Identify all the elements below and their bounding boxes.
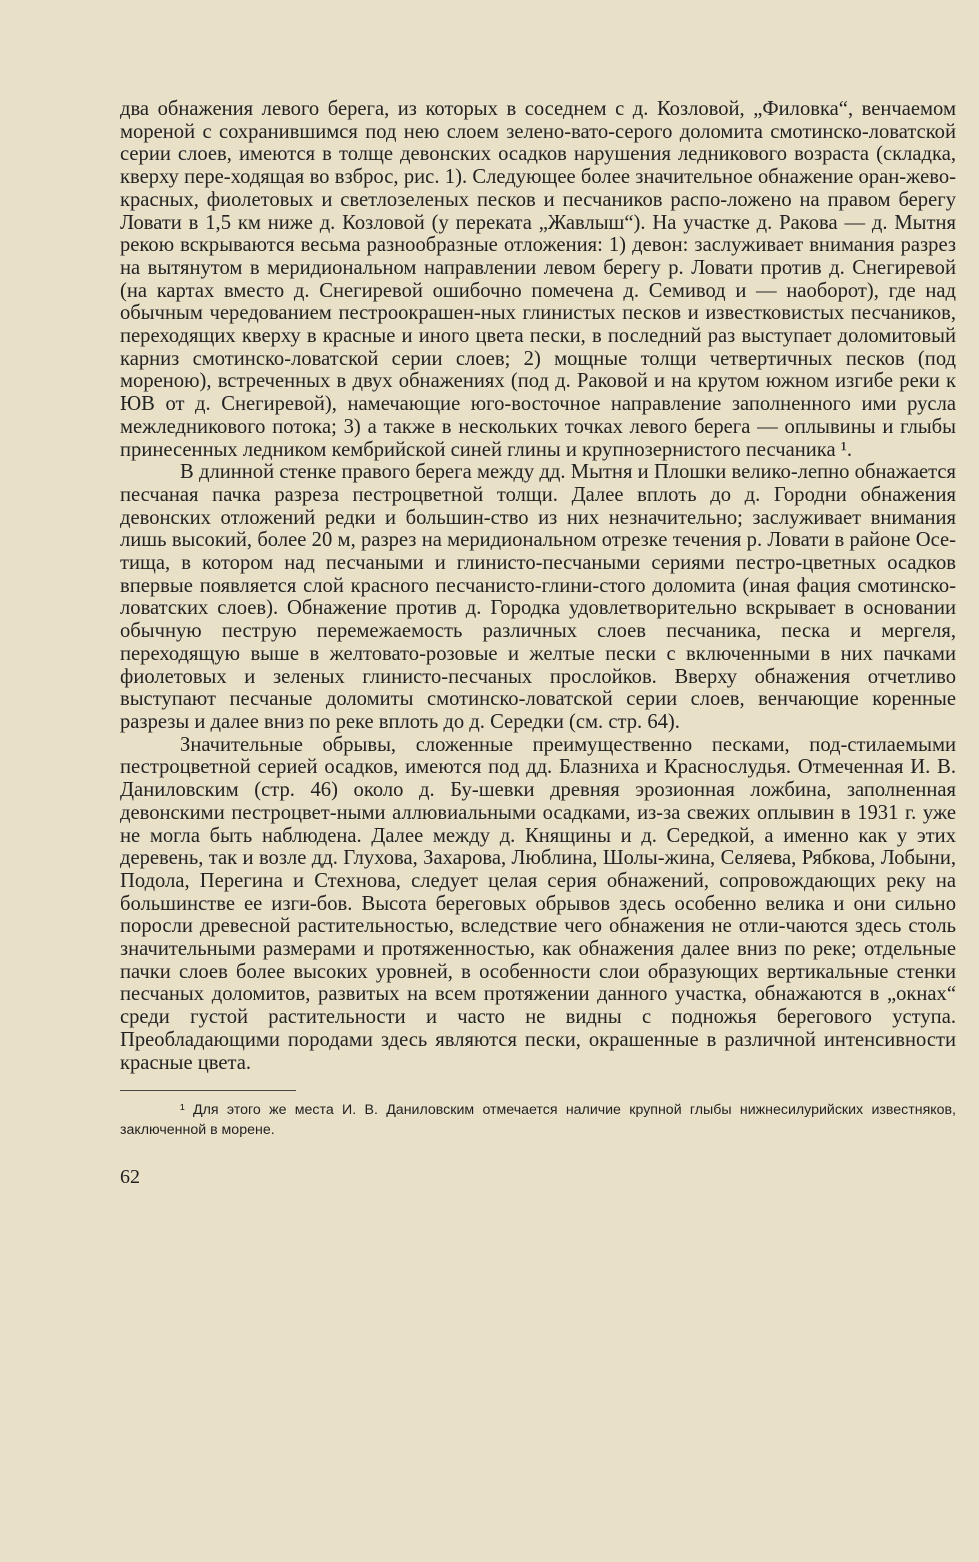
footnote [120, 1100, 956, 1140]
paragraph-1: два обнажения левого берега, из которых в соседнем с д. Козловой, „Филовка“, венчаемом мореной с сохранившимся под нею слоем зелено-вато-серого доломита смотинско-ловатской серии слоев, имеются в толще девонских осадков нарушения ледникового возраста (складка, кверху пере-ходящая во взброс, рис. 1). Следующее более значительное обнажение оран-жево-красных, фиолетовых и светлозеленых песков и песчаников распо-ложено на правом берегу Ловати в 1,5 км ниже д. Козловой (у переката „Жавлыш“). На участке д. Ракова — д. Мытня рекою вскрываются весьма разнообразные отложения: 1) девон: заслуживает внимания разрез на вытянутом в меридиональном направлении левом берегу р. Ловати против д. Снегиревой (на картах вместо д. Снегиревой ошибочно помечена д. Семивод и — наоборот), где над обычным чередованием пестроокрашен-ных глинистых песков и известковистых песчаников, переходящих кверху в красные и иного цвета пески, в последний раз выступает доломитовый карниз смотинско-ловатской серии слоев; 2) мощные толщи четвертичных песков (под мореною), встреченных в двух обнажениях (под д. Раковой и на крутом южном изгибе реки к ЮВ от д. Снегиревой), намечающие юго-восточное направление заполненного ими русла межледникового потока; 3) а также в нескольких точках левого берега — оплывины и глыбы принесенных ледником кембрийской синей глины и крупнозернистого песчаника ¹. [120, 98, 956, 461]
paragraph-3: Значительные обрывы, сложенные преимущественно песками, под-стилаемыми пестроцветной серией осадков, имеются под дд. Блазниха и Краснослудья. Отмеченная И. В. Даниловским (стр. 46) около д. Бу-шевки древняя эрозионная ложбина, заполненная девонскими пестроцвет-ными аллювиальными осадками, из-за свежих оплывин в 1931 г. уже не могла быть наблюдена. Далее между д. Княщины и д. Середкой, а именно как у этих деревень, так и возле дд. Глухова, Захарова, Люблина, Шолы-жина, Селяева, Рябкова, Лобыни, Подола, Перегина и Стехнова, следует целая серия обнажений, сопровождающих реку на большинстве ее изги-бов. Высота береговых обрывов здесь особенно велика и они сильно поросли древесной растительностью, вследствие чего обнажения не отли-чаются здесь столь значительными размерами и протяженностью, как обнажения далее вниз по реке; отдельные пачки слоев более высоких уровней, в особенности слои образующих вертикальные стенки песчаных доломитов, развитых на всем протяжении данного участка, обнажаются в „окнах“ среди густой растительности и часто не видны с подножья берегового уступа. Преобладающими породами здесь являются пески, окрашенные в различной интенсивности красные цвета. [120, 733, 956, 1074]
footnote-divider [120, 1090, 296, 1091]
footnote-text: ¹ Для этого же места И. В. Даниловским отмечается наличие крупной глыбы нижнесилурийских известняков, заключенной в морене. [120, 1102, 956, 1138]
page-number: 62 [120, 1166, 140, 1188]
body-text [120, 98, 956, 1074]
paragraph-2: В длинной стенке правого берега между дд. Мытня и Плошки велико-лепно обнажается песчаная пачка разреза пестроцветной толщи. Далее вплоть до д. Городни обнажения девонских отложений редки и большин-ство из них незначительно; заслуживает внимания лишь высокий, более 20 м, разрез на меридиональном отрезке течения р. Ловати в районе Осе-тища, в котором над песчаными и глинисто-песчаными сериями пестро-цветных осадков впервые появляется слой красного песчанисто-глини-стого доломита (иная фация смотинско-ловатских слоев). Обнажение против д. Городка удовлетворительно вскрывает в основании обычную пеструю перемежаемость различных слоев песчаника, песка и мергеля, переходящую выше в желтовато-розовые и желтые пески с включенными в них пачками фиолетовых и зеленых глинисто-песчаных прослойков. Вверху обнажения отчетливо выступают песчаные доломиты смотинско-ловатской серии слоев, венчающие коренные разрезы и далее вниз по реке вплоть до д. Середки (см. стр. 64). [120, 461, 956, 733]
